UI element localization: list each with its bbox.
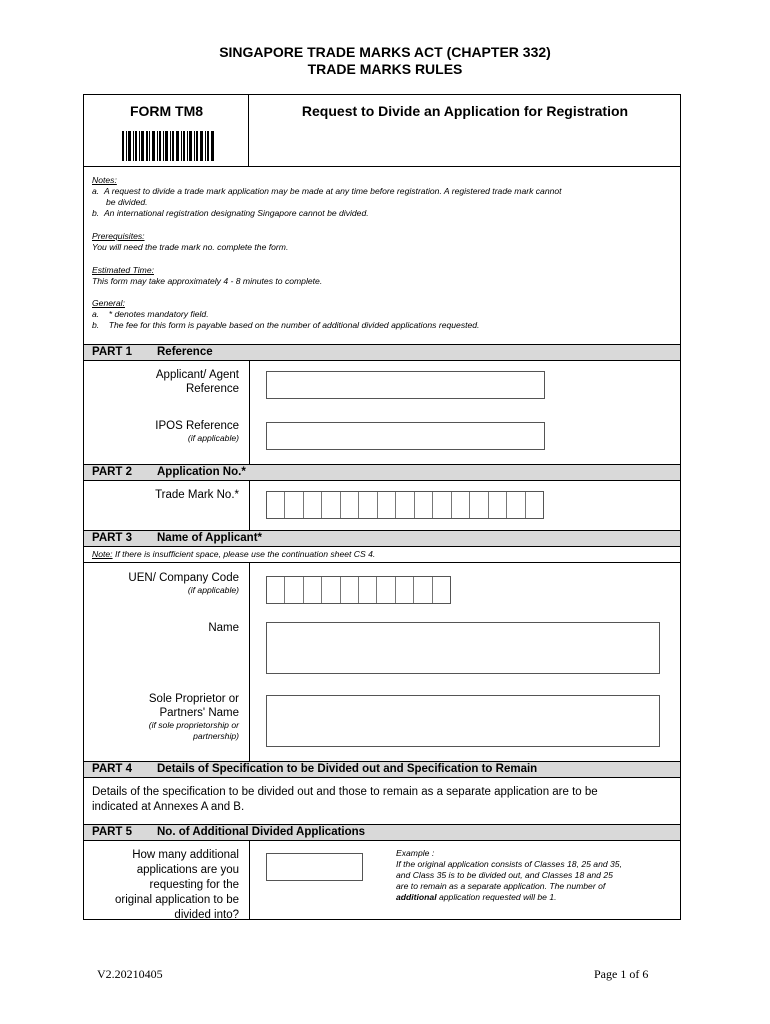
name-label: Name	[208, 622, 239, 634]
part5-question-5: divided into?	[174, 909, 239, 921]
general-heading: General:	[92, 298, 125, 308]
ipos-reference-input[interactable]	[266, 422, 545, 450]
form-id-cell	[84, 95, 249, 167]
form-title: Request to Divide an Application for Registration	[301, 103, 629, 119]
part5-title: No. of Additional Divided Applications	[157, 826, 366, 838]
divider	[249, 562, 250, 761]
applicant-name-input[interactable]	[266, 622, 660, 674]
time-text: This form may take approximately 4 - 8 minutes to complete.	[92, 276, 323, 286]
example-line-2: and Class 35 is to be divided out, and Classes 18 and 25	[396, 870, 613, 880]
sole-sub-1: (if sole proprietorship or	[148, 720, 239, 730]
applicant-ref-label-2: Reference	[185, 383, 239, 395]
rules-title: TRADE MARKS RULES	[307, 61, 463, 77]
additional-applications-input[interactable]	[266, 853, 363, 881]
part2-title: Application No.*	[157, 466, 246, 478]
divider	[249, 481, 250, 530]
part3-title: Name of Applicant*	[157, 532, 263, 544]
part5-question-2: applications are you	[136, 864, 239, 876]
part1-number: PART 1	[92, 346, 133, 358]
part5-example	[396, 848, 678, 903]
part4-text-2: indicated at Annexes A and B.	[92, 801, 245, 813]
divider	[249, 841, 250, 919]
example-line-1: If the original application consists of Classes 18, 25 and 35,	[396, 859, 622, 869]
general-b: b. The fee for this form is payable based on the number of additional divided applications requested.	[92, 320, 480, 330]
note-b: b. An international registration designating Singapore cannot be divided.	[92, 208, 369, 218]
sole-proprietor-input[interactable]	[266, 695, 660, 747]
uen-label: UEN/ Company Code	[128, 572, 239, 584]
ipos-ref-label: IPOS Reference	[155, 420, 239, 432]
divider	[84, 562, 680, 563]
general-a: a. * denotes mandatory field.	[92, 309, 209, 319]
part5-header	[84, 824, 680, 841]
form-name: FORM TM8	[129, 103, 204, 119]
example-line-4: additional application requested will be 1.	[396, 892, 557, 902]
prereq-heading: Prerequisites:	[92, 231, 145, 241]
part2-number: PART 2	[92, 466, 133, 478]
part5-question-1: How many additional	[132, 849, 239, 861]
applicant-ref-label: Applicant/ Agent	[155, 369, 239, 381]
partners-name-label: Partners' Name	[159, 707, 239, 719]
part4-text-1: Details of the specification to be divided out and those to remain as a separate application are to be	[92, 786, 598, 798]
page-number: Page 1 of 6	[594, 967, 649, 981]
divider	[249, 361, 250, 464]
part3-note: Note: If there is insufficient space, please use the continuation sheet CS 4.	[92, 549, 376, 559]
uen-sub: (if applicable)	[187, 585, 239, 595]
barcode-icon	[122, 131, 214, 161]
uen-input[interactable]	[266, 576, 451, 604]
part2-header	[84, 464, 680, 481]
prereq-text: You will need the trade mark no. complete the form.	[92, 242, 289, 252]
note-a-cont: be divided.	[106, 197, 148, 207]
trade-mark-no-input[interactable]	[266, 491, 544, 519]
trade-mark-no-label: Trade Mark No.*	[155, 489, 239, 501]
act-title: SINGAPORE TRADE MARKS ACT (CHAPTER 332)	[219, 44, 551, 60]
form-title-cell	[249, 95, 681, 167]
version-label: V2.20210405	[97, 967, 163, 981]
part1-title: Reference	[157, 346, 213, 358]
part4-title: Details of Specification to be Divided out and Specification to Remain	[157, 763, 538, 775]
part3-header	[84, 530, 680, 547]
form-frame	[83, 94, 681, 920]
sole-proprietor-label: Sole Proprietor or	[148, 693, 239, 705]
sole-sub-2: partnership)	[193, 731, 239, 741]
example-line-3: are to remain as a separate application. The number of	[396, 881, 606, 891]
note-a: a. A request to divide a trade mark application may be made at any time before registration. A registered trade mark cannot	[92, 186, 562, 196]
part5-number: PART 5	[92, 826, 133, 838]
part1-header	[84, 344, 680, 361]
part4-header	[84, 761, 680, 778]
part5-question-3: requesting for the	[149, 879, 239, 891]
part5-question-4: original application to be	[114, 894, 239, 906]
notes-heading: Notes:	[92, 175, 117, 185]
part3-number: PART 3	[92, 532, 133, 544]
ipos-ref-sub: (if applicable)	[187, 433, 239, 443]
example-heading: Example :	[396, 848, 435, 858]
part4-number: PART 4	[92, 763, 133, 775]
time-heading: Estimated Time:	[92, 265, 155, 275]
applicant-reference-input[interactable]	[266, 371, 545, 399]
